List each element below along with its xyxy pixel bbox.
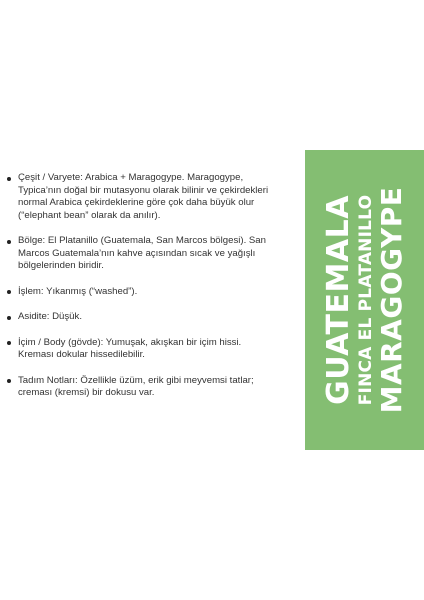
origin-country-label: GUATEMALA xyxy=(320,195,356,405)
list-item-region xyxy=(0,235,306,273)
list-item-text: Asidite: Düşük. xyxy=(18,311,82,322)
product-details-list xyxy=(0,172,306,413)
list-item-body xyxy=(0,337,306,362)
bullet-dot-icon xyxy=(7,240,11,244)
list-item-text: Çeşit / Varyete: Arabica + Maragogype. Maragogype, Typica’nın doğal bir mutasyonu olarak bilinir ve çekirdekleri normal Arabica çekirdeklerine göre çok daha büyük olur (“elephant bean” olarak da anılır). xyxy=(18,172,269,221)
list-item-text: İşlem: Yıkanmış (“washed”). xyxy=(18,285,138,297)
bullet-dot-icon xyxy=(7,290,11,294)
list-item-acidity xyxy=(0,311,306,324)
list-item-variety xyxy=(0,172,306,222)
list-item-text: Bölge: El Platanillo (Guatemala, San Marcos bölgesi). San Marcos Guatemala’nın kahve açısından sıcak ve yağışlı bölgelerinden biridir. xyxy=(18,235,266,271)
list-item-process xyxy=(0,286,306,299)
bullet-dot-icon xyxy=(7,341,11,345)
list-item-text: İçim / Body (gövde): Yumuşak, akışkan bir içim hissi. Kreması dokular hissedilebilir. xyxy=(18,336,242,360)
list-item-text: Tadım Notları: Özellikle üzüm, erik gibi meyvemsi tatlar; creması (kremsi) bir dokusu var. xyxy=(18,374,254,398)
farm-name-label: FINCA EL PLATANILLO xyxy=(355,194,376,406)
bullet-dot-icon xyxy=(7,316,11,320)
bullet-dot-icon xyxy=(7,379,11,383)
bullet-dot-icon xyxy=(7,177,11,181)
variety-label: MARAGOGYPE xyxy=(374,186,408,414)
product-title xyxy=(322,187,408,414)
product-title-panel xyxy=(305,150,424,450)
list-item-tasting-notes xyxy=(0,375,306,400)
